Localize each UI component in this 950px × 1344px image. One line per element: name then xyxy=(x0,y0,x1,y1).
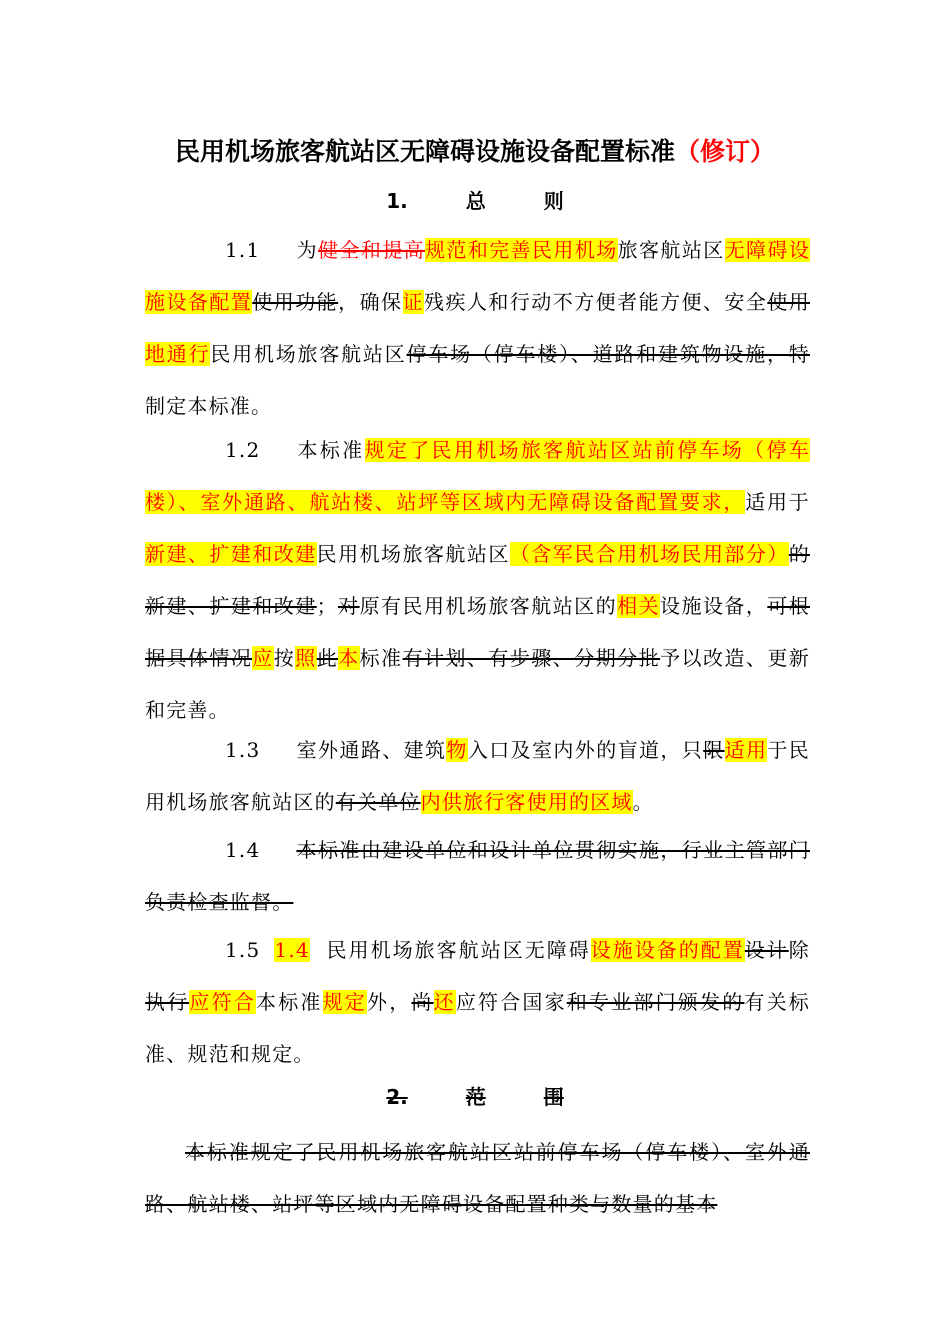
title-main: 民用机场旅客航站区无障碍设施设备配置标准 xyxy=(174,137,675,166)
section-heading-general: 1. 总 则 xyxy=(386,189,564,213)
clause-1-4-deleted: 1.4 本标准由建设单位和设计单位贯彻实施，行业主管部门负责检查监督。 xyxy=(145,838,810,914)
section-heading-scope-deleted: 2. 范 围 xyxy=(386,1085,564,1109)
clause-1-2: 1.2 本标准规定了民用机场旅客航站区站前停车场（停车楼）、室外通路、航站楼、站坪等区域内无障碍设备配置要求，适用于新建、扩建和改建民用机场旅客航站区（含军民合用机场民用部分）的新建、扩建和改建；对原有民用机场旅客航站区的相关设施设备，可根据具体情况应按照此本标准有计划、有步骤、分期分批予以改造、更新和完善。 xyxy=(145,438,811,722)
clause-1-3: 1.3 室外通路、建筑物入口及室内外的盲道，只限适用于民用机场旅客航站区的有关单位内供旅行客使用的区域。 xyxy=(145,738,811,814)
title-revision: （修订） xyxy=(675,137,776,166)
clause-1-5: 1.5 1.4 民用机场旅客航站区无障碍设施设备的配置设计除执行应符合本标准规定外，尚还应符合国家和专业部门颁发的有关标准、规范和规定。 xyxy=(145,938,811,1066)
scope-paragraph-deleted: 本标准规定了民用机场旅客航站区站前停车场（停车楼）、室外通路、航站楼、站坪等区域内无障碍设备配置种类与数量的基本 xyxy=(145,1140,810,1216)
clause-1-1: 1.1 为健全和提高规范和完善民用机场旅客航站区无障碍设施设备配置使用功能，确保证残疾人和行动不方便者能方便、安全使用地通行民用机场旅客航站区停车场（停车楼）、道路和建筑物设施，特制定本标准。 xyxy=(145,238,811,418)
document-title xyxy=(0,134,950,170)
